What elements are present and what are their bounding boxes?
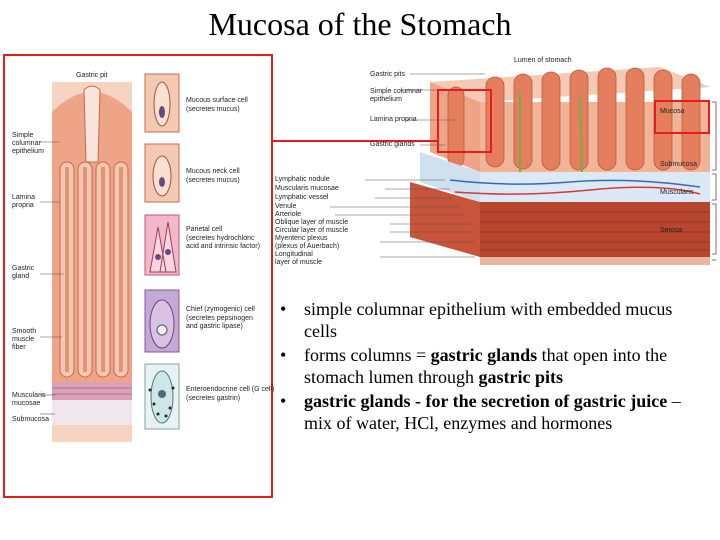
cell-name-chief: Chief (zymogenic) cell — [186, 306, 255, 313]
bullet-item — [278, 390, 698, 434]
label-circular-muscle: Circular layer of muscle — [275, 227, 349, 234]
label-serosa: Serosa — [660, 227, 683, 234]
bullet-text: forms columns = — [304, 345, 431, 365]
label-gastric-pit: Gastric pit — [76, 72, 108, 79]
label-simple-columnar-right: Simple columnar epithelium — [370, 88, 423, 103]
label-lymphatic-vessel: Lymphatic vessel — [275, 194, 329, 201]
bullet-item — [278, 298, 698, 342]
label-oblique-muscle: Oblique layer of muscle — [275, 219, 349, 226]
bullet-item — [278, 344, 698, 388]
label-myenteric-plexus: Myenteric plexus — [275, 235, 328, 242]
cell-desc-chief: (secretes pepsinogen and gastric lipase) — [186, 315, 253, 330]
cell-name-mucous-neck: Mucous neck cell — [186, 168, 240, 175]
cell-desc-enteroendocrine: (secretes gastrin) — [186, 395, 241, 402]
bullet-bold-text: - for the secretion of gastric juice — [410, 391, 668, 411]
label-lamina-propria-right: Lamina propria — [370, 116, 417, 123]
bullet-dot: • — [280, 299, 287, 319]
cell-name-enteroendocrine: Enteroendocrine cell (G cell) — [186, 386, 275, 393]
cell-desc-mucous-neck: (secretes mucus) — [186, 177, 240, 184]
label-submucosa-left: Submucosa — [12, 416, 49, 423]
label-layer-of-muscle: layer of muscle — [275, 259, 323, 266]
bullet-text: – mix of water, HCl, enzymes and hormones — [304, 391, 681, 433]
bullet-text: that open into the stomach lumen through — [304, 345, 668, 387]
cell-desc-parietal: (secretes hydrochloric acid and intrinsic factor) — [186, 235, 260, 250]
bullet-bold-text: gastric pits — [478, 367, 563, 387]
label-gastric-glands: Gastric glands — [370, 141, 415, 148]
cell-desc-mucous-surface: (secretes mucus) — [186, 106, 240, 113]
bullet-text: simple columnar epithelium with embedded mucus cells — [304, 299, 673, 341]
bullet-dot: • — [280, 391, 287, 411]
label-simple-columnar: Simple columnar epithelium — [12, 132, 44, 155]
stomach-wall-figure — [270, 52, 720, 272]
label-mucosa: Mucosa — [660, 108, 685, 115]
bullet-bold-text: gastric glands — [430, 345, 538, 365]
label-lamina-propria: Lamina propria — [12, 194, 35, 209]
label-smooth-muscle: Smooth muscle fiber — [12, 328, 37, 351]
bullet-list — [278, 298, 698, 436]
label-auerbach: (plexus of Auerbach) — [275, 243, 340, 250]
label-muscularis-mucosae: Muscularis mucosae — [12, 392, 46, 407]
cell-name-parietal: Parietal cell — [186, 226, 223, 233]
label-venule: Venule — [275, 203, 297, 210]
highlight-box-mucosa — [654, 100, 710, 134]
label-longitudinal: Longitudinal — [275, 251, 313, 258]
bullet-bold-text: gastric glands — [304, 391, 411, 411]
label-lumen: Lumen of stomach — [514, 57, 572, 64]
label-gastric-gland: Gastric gland — [12, 265, 35, 280]
cell-name-mucous-surface: Mucous surface cell — [186, 97, 248, 104]
label-arteriole: Arteriole — [275, 211, 302, 218]
label-muscularis: Muscularis — [660, 189, 694, 196]
page-title: Mucosa of the Stomach — [208, 6, 512, 42]
bullet-dot: • — [280, 345, 287, 365]
label-muscularis-mucosae-right: Muscularis mucosae — [275, 185, 339, 192]
label-gastric-pits: Gastric pits — [370, 71, 406, 78]
label-lymphatic-nodule: Lymphatic nodule — [275, 176, 330, 183]
highlight-box-gastric-pit — [437, 89, 492, 153]
label-submucosa-right: Submucosa — [660, 161, 697, 168]
